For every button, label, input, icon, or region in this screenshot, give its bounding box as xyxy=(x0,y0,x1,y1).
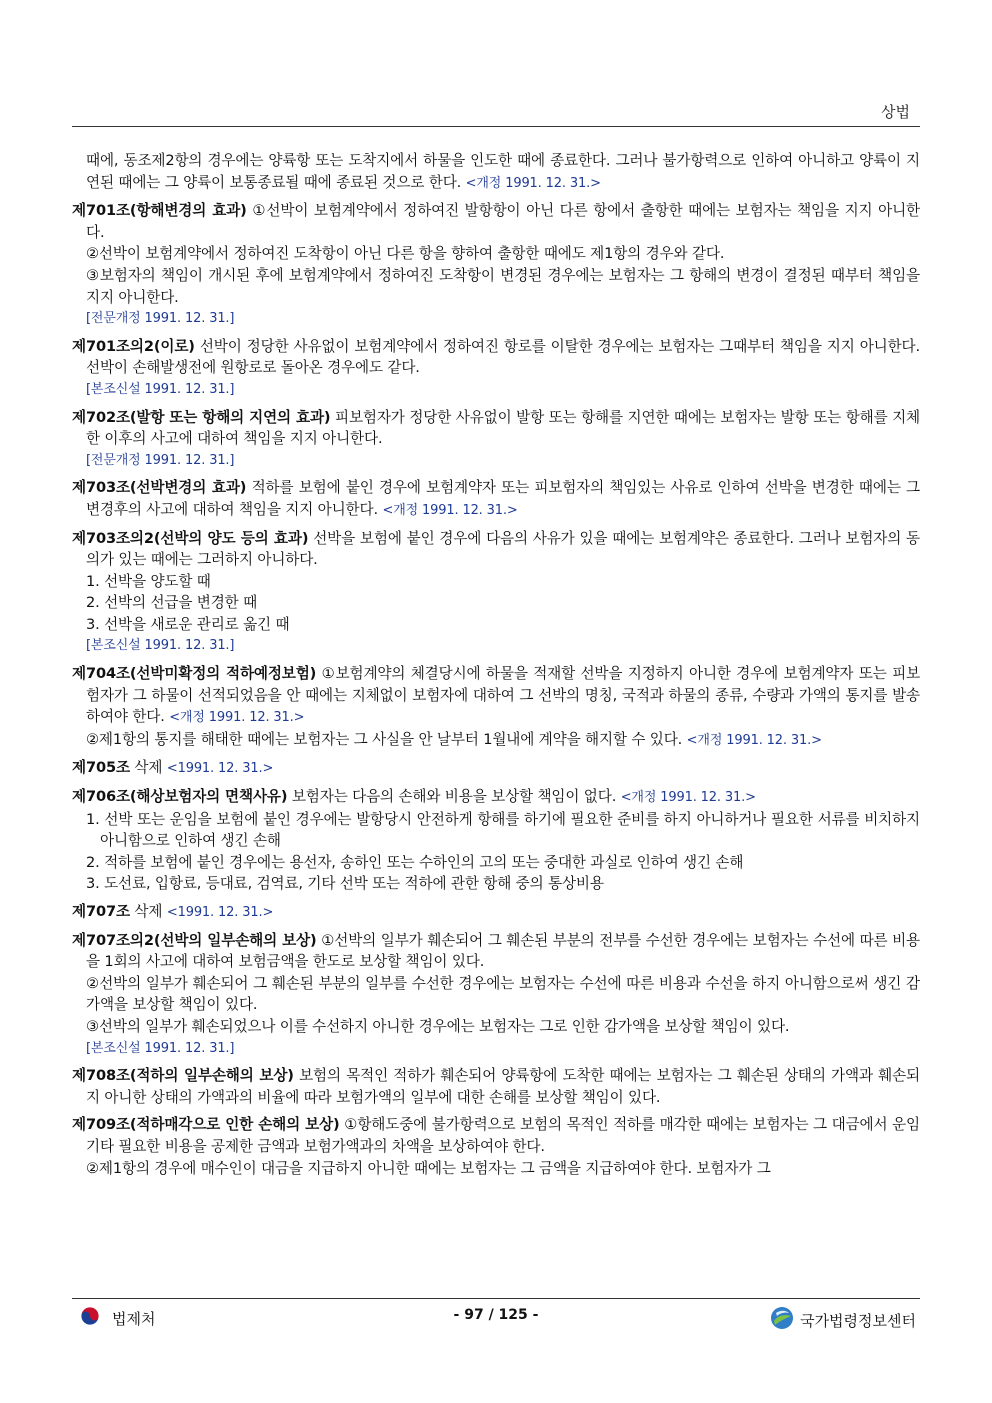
article-703-2 xyxy=(72,528,920,658)
amend-tag: <개정 1991. 12. 31.> xyxy=(686,732,822,748)
article-number: 제704조(선박미확정의 적하예정보험) xyxy=(72,665,317,683)
article-number: 제703조(선박변경의 효과) xyxy=(72,479,247,497)
article-701-2 xyxy=(72,336,920,401)
paragraph-text: ②제1항의 경우에 매수인이 대금을 지급하지 아니한 때에는 보험자는 그 금액을 지급하여야 한다. 보험자가 그 xyxy=(86,1159,771,1177)
article-709 xyxy=(72,1114,920,1179)
article-705 xyxy=(72,757,920,780)
paragraph-text: 보험자는 다음의 손해와 비용을 보상할 책임이 없다. xyxy=(291,788,617,806)
amend-tag: [본조신설 1991. 12. 31.] xyxy=(86,638,235,654)
article-701 xyxy=(72,200,920,330)
paragraph-text: 선박을 보험에 붙인 경우에 다음의 사유가 있을 때에는 보험계약은 종료한다. 그러나 보험자의 동의가 있는 때에는 그러하지 아니하다. xyxy=(86,529,920,569)
article-707 xyxy=(72,901,920,924)
paragraph-text: ③선박의 일부가 훼손되었으나 이를 수선하지 아니한 경우에는 보험자는 그로 인한 감가액을 보상할 책임이 있다. xyxy=(86,1017,790,1035)
article-703 xyxy=(72,477,920,521)
paragraph-text: ③보험자의 책임이 개시된 후에 보험계약에서 정하여진 도착항이 변경된 경우에는 보험자는 그 항해의 변경이 결정된 때부터 책임을 지지 아니한다. xyxy=(86,266,920,306)
article-number: 제703조의2(선박의 양도 등의 효과) xyxy=(72,529,309,547)
amend-tag: [전문개정 1991. 12. 31.] xyxy=(86,452,235,468)
paragraph-text: ②선박의 일부가 훼손되어 그 훼손된 부분의 일부를 수선한 경우에는 보험자는 수선에 따른 비용과 수선을 하지 아니함으로써 생긴 감가액을 보상할 책임이 있다. xyxy=(86,974,920,1014)
footer-divider xyxy=(72,1298,920,1299)
article-704 xyxy=(72,663,920,751)
paragraph-text: 선박이 정당한 사유없이 보험계약에서 정하여진 항로를 이탈한 경우에는 보험자는 그때부터 책임을 지지 아니한다. 선박이 손해발생전에 원항로로 돌아온 경우에도 같다. xyxy=(86,337,920,377)
document-body xyxy=(72,150,920,1185)
article-number: 제706조(해상보험자의 면책사유) xyxy=(72,788,288,806)
list-item: 2. 선박의 선급을 변경한 때 xyxy=(86,594,258,612)
footer-center-name: 국가법령정보센터 xyxy=(800,1311,916,1330)
article-number: 제707조 xyxy=(72,903,130,920)
article-number: 제701조(항해변경의 효과) xyxy=(72,202,247,220)
article-708 xyxy=(72,1065,920,1108)
list-item: 3. 선박을 새로운 관리로 옮긴 때 xyxy=(86,615,290,633)
intro-paragraph xyxy=(72,150,920,194)
deleted-text: 삭제 xyxy=(134,903,163,920)
paragraph-text: ①보험계약의 체결당시에 하물을 적재할 선박을 지정하지 아니한 경우에 보험계약자 또는 피보험자가 그 하물이 선적되었음을 안 때에는 지체없이 보험자에 대하여 그 선박의 명칭, 국적과 하물의 종류, 수량과 가액의 통지를 발송하여야 한다. xyxy=(86,665,920,726)
article-702 xyxy=(72,407,920,472)
article-707-2 xyxy=(72,930,920,1060)
paragraph-text: ①선박이 보험계약에서 정하여진 발항항이 아닌 다른 항에서 출항한 때에는 보험자는 책임을 지지 아니한다. xyxy=(86,202,920,241)
list-item: 1. 선박을 양도할 때 xyxy=(86,572,211,590)
list-item: 1. 선박 또는 운임을 보험에 붙인 경우에는 발항당시 안전하게 항해를 하기에 필요한 준비를 하지 아니하거나 필요한 서류를 비치하지 아니함으로 인하여 생긴 손해 xyxy=(86,810,920,850)
article-number: 제707조의2(선박의 일부손해의 보상) xyxy=(72,931,317,949)
amend-tag: [전문개정 1991. 12. 31.] xyxy=(86,311,235,327)
deleted-text: 삭제 xyxy=(134,759,163,777)
article-number: 제702조(발항 또는 항해의 지연의 효과) xyxy=(72,408,331,426)
amend-tag: <개정 1991. 12. 31.> xyxy=(620,790,756,806)
amend-tag: <1991. 12. 31.> xyxy=(166,761,274,777)
list-item: 2. 적하를 보험에 붙인 경우에는 용선자, 송하인 또는 수하인의 고의 또는 중대한 과실로 인하여 생긴 손해 xyxy=(86,853,744,871)
amend-tag: [본조신설 1991. 12. 31.] xyxy=(86,1040,235,1056)
amend-tag: [본조신설 1991. 12. 31.] xyxy=(86,381,235,397)
paragraph-text: ①선박의 일부가 훼손되어 그 훼손된 부분의 전부를 수선한 경우에는 보험자는 수선에 따른 비용을 1회의 사고에 대하여 보험금액을 한도로 보상할 책임이 있다. xyxy=(86,931,920,971)
paragraph-text: 적하를 보험에 붙인 경우에 보험계약자 또는 피보험자의 책임있는 사유로 인하여 선박을 변경한 때에는 그 변경후의 사고에 대하여 책임을 지지 아니한다. xyxy=(86,479,920,518)
page-footer xyxy=(72,1306,920,1330)
article-number: 제701조의2(이로) xyxy=(72,337,195,355)
article-number: 제705조 xyxy=(72,759,130,777)
paragraph-text: 보험의 목적인 적하가 훼손되어 양륙항에 도착한 때에는 보험자는 그 훼손된 상태의 가액과 훼손되지 아니한 상태의 가액과의 비율에 따라 보험가액의 일부에 대한 손해를 보상할 책임이 있다. xyxy=(86,1067,920,1106)
article-706 xyxy=(72,786,920,895)
article-number: 제708조(적하의 일부손해의 보상) xyxy=(72,1067,294,1085)
header-divider xyxy=(72,126,920,127)
paragraph-text: 피보험자가 정당한 사유없이 발항 또는 항해를 지연한 때에는 보험자는 발항 또는 항해를 지체한 이후의 사고에 대하여 책임을 지지 아니한다. xyxy=(86,408,920,448)
paragraph-text: ②제1항의 통지를 해태한 때에는 보험자는 그 사실을 안 날부터 1월내에 계약을 해지할 수 있다. xyxy=(86,730,683,748)
page-header-title: 상법 xyxy=(881,103,910,121)
page-number: - 97 / 125 - xyxy=(453,1307,539,1323)
article-number: 제709조(적하매각으로 인한 손해의 보상) xyxy=(72,1116,340,1134)
intro-text: 때에, 동조제2항의 경우에는 양륙항 또는 도착지에서 하물을 인도한 때에 종료한다. 그러나 불가항력으로 인하여 아니하고 양륙이 지연된 때에는 그 양륙이 보통종료될 때에 종료된 것으로 한다. xyxy=(86,152,920,191)
paragraph-text: ①항해도중에 불가항력으로 보험의 목적인 적하를 매각한 때에는 보험자는 그 대금에서 운임 기타 필요한 비용을 공제한 금액과 보험가액과의 차액을 보상하여야 한다. xyxy=(86,1116,921,1155)
footer-org-name: 법제처 xyxy=(112,1309,156,1328)
amend-tag: <개정 1991. 12. 31.> xyxy=(169,710,305,726)
law-center-logo-icon xyxy=(770,1306,794,1334)
amend-tag: <1991. 12. 31.> xyxy=(166,905,274,920)
list-item: 3. 도선료, 입항료, 등대료, 검역료, 기타 선박 또는 적하에 관한 항해 중의 통상비용 xyxy=(86,875,604,893)
paragraph-text: ②선박이 보험계약에서 정하여진 도착항이 아닌 다른 항을 향하여 출항한 때에도 제1항의 경우와 같다. xyxy=(86,245,725,263)
amend-tag: <개정 1991. 12. 31.> xyxy=(465,175,601,191)
amend-tag: <개정 1991. 12. 31.> xyxy=(382,502,518,518)
